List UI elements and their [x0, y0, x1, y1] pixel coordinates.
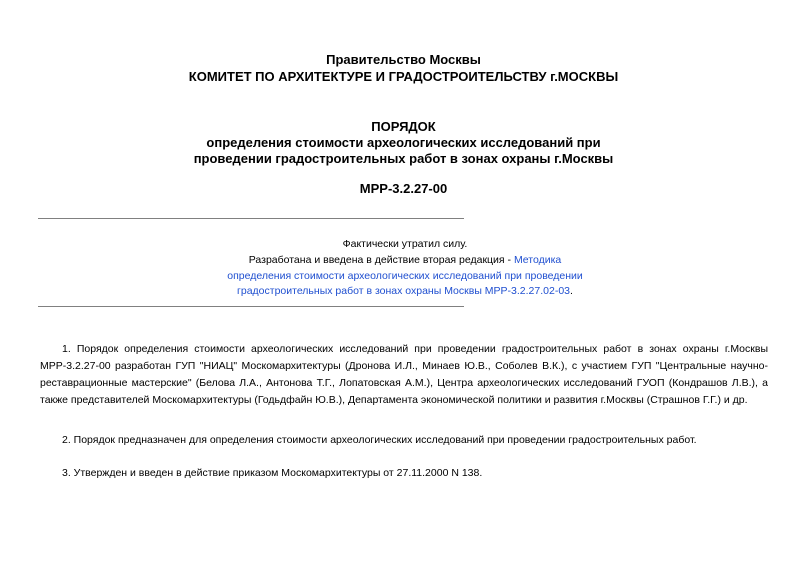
- methodology-link-part-2[interactable]: определения стоимости археологических исследований при проведении: [227, 270, 583, 282]
- document-title: ПОРЯДОК: [371, 119, 436, 134]
- edition-note-line-3: [200, 283, 610, 299]
- divider-bottom: [38, 306, 464, 307]
- document-subtitle-line-2: проведении градостроительных работ в зонах охраны г.Москвы: [193, 151, 614, 166]
- methodology-link-part-3[interactable]: градостроительных работ в зонах охраны Москвы МРР-3.2.27.02-03: [237, 285, 571, 297]
- edition-note-suffix: .: [570, 285, 573, 297]
- document-subtitle-line-1: определения стоимости археологических исследований при: [206, 135, 601, 150]
- paragraph-2: 2. Порядок предназначен для определения стоимости археологических исследований при проведении градостроительных работ.: [62, 434, 697, 446]
- paragraph-3: 3. Утвержден и введен в действие приказом Москомархитектуры от 27.11.2000 N 138.: [62, 467, 483, 479]
- document-code: МРР-3.2.27-00: [359, 181, 448, 196]
- divider-top: [38, 218, 464, 219]
- status-note: Фактически утратил силу.: [342, 238, 468, 250]
- issuer-government: Правительство Москвы: [326, 52, 481, 67]
- methodology-link-part-1[interactable]: Методика: [513, 254, 562, 266]
- issuer-committee: КОМИТЕТ ПО АРХИТЕКТУРЕ И ГРАДОСТРОИТЕЛЬСТВУ г.МОСКВЫ: [188, 69, 619, 84]
- edition-note-text: Разработана и введена в действие вторая редакция -: [248, 254, 514, 266]
- edition-note: [200, 252, 610, 268]
- edition-note-line-2: [200, 268, 610, 284]
- paragraph-1: 1. Порядок определения стоимости археологических исследований при проведении градостроительных работ в зонах охраны г.Москвы МРР-3.2.27-00 разработан ГУП "НИАЦ" Москомархитектуры (Дронова И.Л., Минаев Ю.В., Соболев В.К.), с участием ГУП "Центральные научно-реставрационные мастерские" (Белова Л.А., Антонова Т.Г., Лопатовская А.М.), Центра археологических исследований ГУОП (Кондрашов Л.В.), а также представителей Москомархитектуры (Годьдфайн Ю.В.), Департамента экономической политики и развития г.Москвы (Страшнов Г.Г.) и др.: [40, 343, 768, 406]
